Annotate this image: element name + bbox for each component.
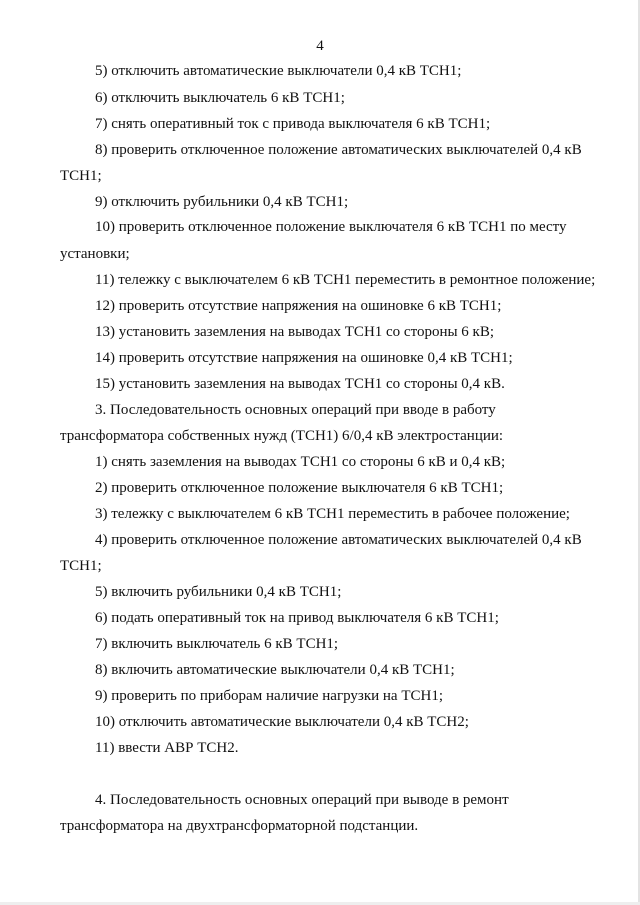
list-item: 12) проверить отсутствие напряжения на ошиновке 6 кВ ТСН1; <box>95 298 502 314</box>
list-item: 6) подать оперативный ток на привод выключателя 6 кВ ТСН1; <box>95 610 499 626</box>
list-item: 9) проверить по приборам наличие нагрузки на ТСН1; <box>95 688 444 704</box>
page-number: 4 <box>316 38 324 54</box>
list-item: 8) включить автоматические выключатели 0,4 кВ ТСН1; <box>95 662 455 678</box>
section-heading: 3. Последовательность основных операций при вводе в работу <box>95 402 496 418</box>
list-item: 14) проверить отсутствие напряжения на ошиновке 0,4 кВ ТСН1; <box>95 350 513 366</box>
list-item: 10) проверить отключенное положение выключателя 6 кВ ТСН1 по месту <box>95 219 567 235</box>
list-item: 6) отключить выключатель 6 кВ ТСН1; <box>95 90 345 106</box>
list-item: 5) включить рубильники 0,4 кВ ТСН1; <box>95 584 342 600</box>
list-item: 8) проверить отключенное положение автоматических выключателей 0,4 кВ <box>95 142 582 158</box>
list-item-continuation: установки; <box>60 246 130 262</box>
list-item: 7) включить выключатель 6 кВ ТСН1; <box>95 636 339 652</box>
section-heading-continuation: трансформатора на двухтрансформаторной подстанции. <box>60 818 419 834</box>
list-item: 11) тележку с выключателем 6 кВ ТСН1 переместить в ремонтное положение; <box>95 272 596 288</box>
list-item: 3) тележку с выключателем 6 кВ ТСН1 переместить в рабочее положение; <box>95 506 570 522</box>
list-item: 2) проверить отключенное положение выключателя 6 кВ ТСН1; <box>95 480 504 496</box>
list-item: 5) отключить автоматические выключатели 0,4 кВ ТСН1; <box>95 63 462 79</box>
list-item-continuation: ТСН1; <box>60 558 102 574</box>
list-item: 15) установить заземления на выводах ТСН1 со стороны 0,4 кВ. <box>95 376 505 392</box>
list-item: 1) снять заземления на выводах ТСН1 со стороны 6 кВ и 0,4 кВ; <box>95 454 506 470</box>
list-item: 13) установить заземления на выводах ТСН1 со стороны 6 кВ; <box>95 324 495 340</box>
list-item: 9) отключить рубильники 0,4 кВ ТСН1; <box>95 194 349 210</box>
list-item: 7) снять оперативный ток с привода выключателя 6 кВ ТСН1; <box>95 116 491 132</box>
list-item-continuation: ТСН1; <box>60 168 102 184</box>
section-heading-continuation: трансформатора собственных нужд (ТСН1) 6/0,4 кВ электростанции: <box>60 428 504 444</box>
list-item: 4) проверить отключенное положение автоматических выключателей 0,4 кВ <box>95 532 582 548</box>
list-item: 11) ввести АВР ТСН2. <box>95 740 239 756</box>
list-item: 10) отключить автоматические выключатели 0,4 кВ ТСН2; <box>95 714 469 730</box>
section-heading: 4. Последовательность основных операций при выводе в ремонт <box>95 792 509 808</box>
